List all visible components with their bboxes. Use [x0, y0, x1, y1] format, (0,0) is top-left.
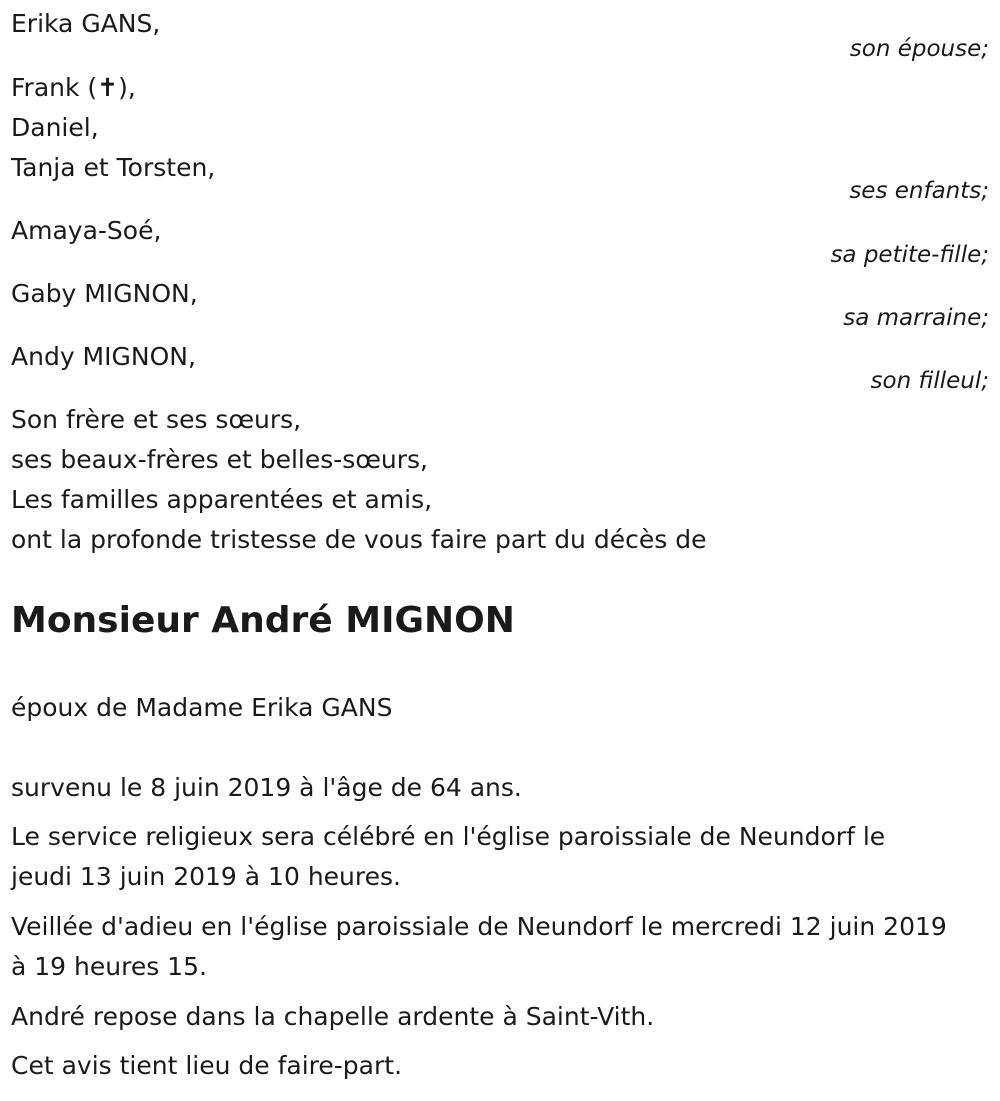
service-line: jeudi 13 juin 2019 à 10 heures.: [11, 862, 401, 891]
child-name: Tanja et Torsten,: [11, 153, 216, 182]
child-name: Frank (✝),: [11, 73, 136, 102]
spouse-name: Erika GANS,: [11, 9, 161, 38]
deceased-name: Monsieur André MIGNON: [11, 600, 515, 641]
notice-line: Cet avis tient lieu de faire-part.: [11, 1051, 403, 1080]
death-date-line: survenu le 8 juin 2019 à l'âge de 64 ans.: [11, 773, 522, 802]
resting-place-line: André repose dans la chapelle ardente à Saint-Vith.: [11, 1002, 655, 1031]
spouse-role: son épouse;: [849, 36, 989, 62]
godmother-name: Gaby MIGNON,: [11, 279, 198, 308]
relatives-line: ses beaux-frères et belles-sœurs,: [11, 445, 428, 474]
relatives-line: Son frère et ses sœurs,: [11, 405, 302, 434]
obituary-notice: [11, 0, 989, 1101]
service-line: Le service religieux sera célébré en l'église paroissiale de Neundorf le: [11, 822, 886, 851]
godson-name: Andy MIGNON,: [11, 342, 196, 371]
granddaughter-name: Amaya-Soé,: [11, 216, 162, 245]
godson-role: son filleul;: [870, 368, 989, 394]
deceased-spouse-line: époux de Madame Erika GANS: [11, 693, 393, 722]
vigil-line: à 19 heures 15.: [11, 952, 207, 981]
godmother-role: sa marraine;: [843, 305, 989, 331]
child-name: Daniel,: [11, 113, 99, 142]
vigil-line: Veillée d'adieu en l'église paroissiale de Neundorf le mercredi 12 juin 2019: [11, 912, 947, 941]
announcement-line: ont la profonde tristesse de vous faire part du décès de: [11, 525, 707, 554]
children-role: ses enfants;: [849, 178, 989, 204]
granddaughter-role: sa petite-fille;: [830, 242, 989, 268]
relatives-line: Les familles apparentées et amis,: [11, 485, 433, 514]
